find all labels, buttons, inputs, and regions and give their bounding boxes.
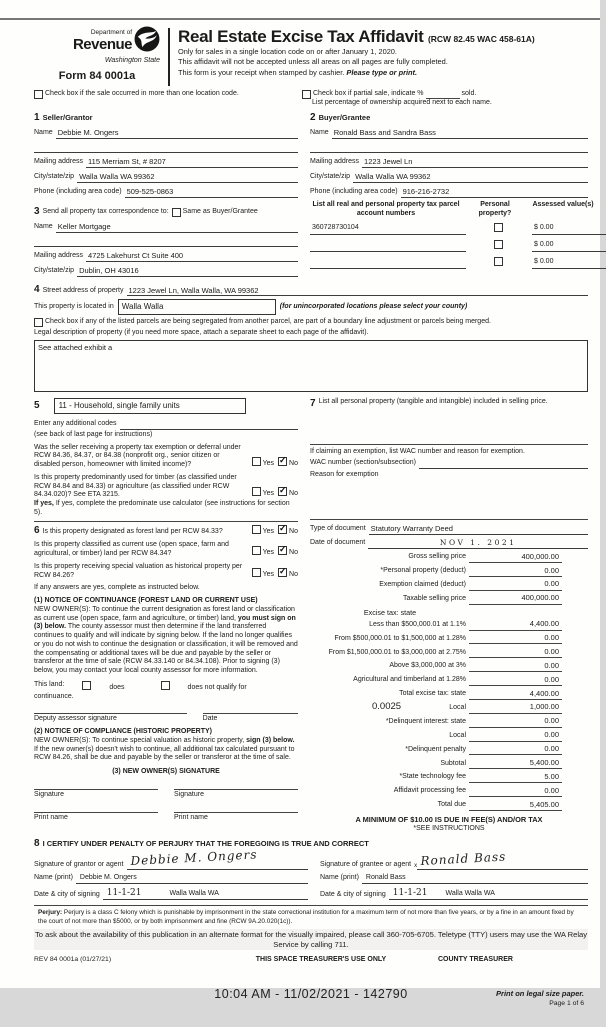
top-checkboxes — [34, 90, 588, 108]
partial-sale-label: Check box if partial sale, indicate % — [313, 90, 424, 98]
parcel-number-field[interactable] — [310, 259, 466, 269]
historic-property-answer: Yes ✓ No — [248, 568, 298, 581]
buyer-address-field[interactable]: 1223 Jewel Ln — [362, 157, 588, 168]
yes-checkbox[interactable] — [252, 487, 261, 496]
logo-revenue-text: Revenue — [72, 36, 132, 54]
fin-value: 0.00 — [495, 579, 562, 590]
multi-location-label: Check box if the sale occurred in more than one location code. — [45, 90, 239, 97]
certify-statement: I CERTIFY UNDER PENALTY OF PERJURY THAT THE FOREGOING IS TRUE AND CORRECT — [42, 839, 369, 849]
no-checkbox-checked[interactable] — [278, 525, 287, 534]
section-2-title: Buyer/Grantee — [318, 112, 371, 122]
exemption-deferral-question: Was the seller receiving a property tax exemption or deferral under RCW 84.36, 84.37, or 84.38 (nonprofit org., senior citizen or disabled person, homeowner with limited income)? — [34, 443, 241, 469]
buyer-city-field[interactable]: Walla Walla WA 99362 — [353, 172, 588, 183]
grantee-signature-field[interactable]: Ronald Bass — [417, 854, 588, 870]
no-checkbox-checked[interactable] — [278, 457, 287, 466]
predominate-use-note: If yes, If yes, complete the predominate use calculator (see instructions for section 5). — [34, 500, 290, 516]
land-use-code-field[interactable]: 11 - Household, single family units — [54, 398, 246, 414]
exemption-deferral-answer: Yes ✓ No — [248, 457, 298, 470]
section-1-title: Seller/Grantor — [42, 112, 93, 122]
cashier-timestamp: 10:04 AM - 11/02/2021 - 142790 — [214, 986, 408, 1001]
grantor-sig-label: Signature of grantor or agent — [34, 860, 124, 868]
fin-label: Exemption claimed (deduct) — [379, 581, 466, 588]
divider — [310, 444, 588, 445]
county-note: (for unincorporated locations please select your county) — [279, 303, 468, 310]
footer-divider — [34, 905, 588, 906]
grantee-name-print-label: Name (print) — [320, 874, 359, 882]
historic-property-question: Is this property receiving special valuation as historical property per RCW 84.26? — [34, 562, 243, 579]
title-rcw-ref: (RCW 82.45 WAC 458-61A) — [427, 34, 535, 44]
fin-value: 5,405.00 — [495, 800, 562, 811]
doc-type-label: Type of document — [310, 525, 366, 532]
footer-row — [34, 956, 588, 965]
fin-value: 0.00 — [495, 730, 562, 741]
partial-sale-sold-label: sold. — [461, 90, 477, 98]
street-address-label: Street address of property — [42, 286, 124, 294]
seller-address-label: Mailing address — [34, 158, 84, 166]
page-title: Real Estate Excise Tax Affidavit (RCW 82.45 WAC 458-61A) — [178, 27, 535, 46]
fin-value: 0.00 — [495, 716, 562, 727]
notice-3-title: (3) NEW OWNER(S) SIGNATURE — [112, 768, 220, 776]
continuance-label: continuance. — [34, 692, 74, 700]
grantor-signature-field[interactable]: Debbie M. Ongers — [127, 854, 308, 870]
doc-date-field[interactable]: NOV 1. 2021 — [368, 538, 588, 549]
corr-city-field[interactable]: Dublin, OH 43016 — [77, 266, 298, 277]
does-checkbox[interactable] — [82, 681, 91, 690]
treasurer-space-label: THIS SPACE TREASURER'S USE ONLY — [255, 956, 387, 963]
excise-tax-table — [310, 552, 588, 834]
exemption-intro: If claiming an exemption, list WAC number and reason for exemption. — [310, 447, 525, 455]
section-5 — [34, 398, 298, 518]
fin-value: 5,400.00 — [495, 758, 562, 769]
fin-value: 0.00 — [495, 786, 562, 797]
county-treasurer-label: COUNTY TREASURER — [438, 956, 513, 963]
no-checkbox-checked[interactable] — [278, 568, 287, 577]
fin-value: 0.00 — [495, 647, 562, 658]
deputy-date-label: Date — [202, 715, 218, 723]
fin-label: *State technology fee — [399, 773, 466, 781]
excise-tax-state-heading: Excise tax: state — [363, 607, 417, 617]
fin-label: Gross selling price — [408, 553, 466, 561]
deputy-signature-label: Deputy assessor signature — [34, 715, 117, 723]
fin-value: 0.00 — [495, 633, 562, 644]
buyer-name-label: Name — [310, 129, 329, 137]
legal-description-label: Legal description of property (if you need more space, attach a separate sheet to each page of the affidavit). — [34, 329, 369, 337]
section-7-number: 7 — [310, 398, 316, 410]
ownership-percent-note: List percentage of ownership acquired next to each name. — [312, 99, 492, 106]
seller-name-field[interactable]: Debbie M. Ongers — [56, 128, 298, 139]
section-6 — [34, 525, 298, 823]
stamp-band — [34, 987, 588, 1027]
timber-agriculture-answer: Yes ✓ No — [248, 487, 298, 500]
county-select[interactable]: Walla Walla — [118, 299, 276, 315]
fin-label: Total excise tax: state — [399, 690, 466, 698]
fin-label: Taxable selling price — [402, 594, 466, 602]
section-3-title: Send all property tax correspondence to: — [42, 207, 169, 215]
fin-value: 1,000.00 — [495, 702, 562, 713]
reason-exemption-field[interactable] — [310, 480, 588, 516]
seller-city-label: City/state/zip — [34, 173, 75, 181]
section-4-property — [34, 284, 588, 392]
forest-land-question: 6 Is this property designated as forest land per RCW 84.33? — [34, 524, 223, 536]
parcel-table — [310, 200, 594, 269]
section-3-correspondence — [34, 206, 298, 277]
fin-label: From $500,000.01 to $1,500,000 at 1.28% — [334, 634, 466, 642]
perjury-statement: Perjury: Perjury is a class C felony which is punishable by imprisonment in the state correctional institution for a maximum term of not more than five years, or by a fine in an amount fixed by the court of not more than $5000, or by both imprisonment and fine (RCW 9A.20.020(1c)). — [38, 909, 574, 925]
page-indicator: Page 1 of 6 — [549, 1000, 584, 1008]
assessed-value-field[interactable]: $ 0.00 — [532, 224, 606, 235]
fin-label: From $1,500,000.01 to $3,000,000 at 2.75% — [328, 648, 466, 656]
section-8-certification — [34, 838, 588, 901]
timber-agriculture-question: Is this property predominantly used for timber (as classified under RCW 84.84 and 84.33) or agriculture (as classified under RCW 84.34.020)? See ETA 3215. — [34, 473, 237, 499]
assessed-value-header: Assessed value(s) — [532, 200, 594, 208]
fin-label: Affidavit processing fee — [393, 787, 466, 795]
print-legal-note: Print on legal size paper. — [496, 988, 584, 998]
same-as-buyer-label: Same as Buyer/Grantee — [182, 207, 258, 215]
does-not-checkbox[interactable] — [161, 681, 170, 690]
notice-1-title: (1) NOTICE OF CONTINUANCE (FOREST LAND OR CURRENT USE) — [34, 597, 258, 605]
fin-label: *Delinquent interest: state — [385, 717, 466, 725]
assessed-value-field[interactable]: $ 0.00 — [532, 241, 606, 252]
personal-property-header: Personal property? — [478, 200, 512, 217]
print-name-label: Print name — [34, 813, 68, 821]
personal-property-intro: List all personal property (tangible and intangible) included in selling price. — [318, 398, 548, 406]
seller-city-field[interactable]: Walla Walla WA 99362 — [77, 172, 298, 183]
rev-number: REV 84 0001a (01/27/21) — [34, 956, 112, 963]
personal-property-field[interactable] — [310, 411, 588, 441]
reason-exemption-label: Reason for exemption — [310, 471, 379, 479]
no-checkbox-checked[interactable] — [278, 487, 287, 496]
current-use-question: Is this property classified as current use (open space, farm and agricultural, or timber) land per RCW 84.34? — [34, 541, 229, 558]
grantor-name-print-label: Name (print) — [34, 874, 73, 882]
grantor-name-print-field[interactable]: Debbie M. Ongers — [76, 874, 308, 884]
corr-name-field[interactable]: Keller Mortgage — [56, 222, 298, 233]
alternate-format-note: To ask about the availability of this publication in an alternate format for the visually impaired, please call 360-705-6705. Teletype (TTY) users may use the WA Relay Service by calling 711. — [34, 930, 588, 949]
grantee-sig-label: Signature of grantee or agent — [320, 860, 412, 868]
partial-sale-checkbox[interactable] — [302, 90, 311, 99]
fin-value: 400,000.00 — [495, 552, 562, 563]
parcel-row — [310, 257, 588, 269]
multi-location-checkbox[interactable] — [34, 90, 43, 99]
buyer-address-label: Mailing address — [310, 158, 360, 166]
seller-phone-field[interactable]: 509-525-0863 — [125, 187, 298, 198]
grantor-date-city-label: Date & city of signing — [34, 890, 100, 898]
seller-address-field[interactable]: 115 Merriam St, # 8207 — [86, 157, 298, 168]
doc-type-field[interactable]: Statutory Warranty Deed — [369, 524, 588, 535]
fin-value: 0.00 — [495, 661, 562, 672]
signature-label: Signature — [174, 790, 204, 798]
section-4-number: 4 — [34, 283, 40, 295]
additional-codes-field[interactable] — [120, 420, 299, 430]
fin-label: Local — [449, 704, 466, 711]
see-instructions-note: *SEE INSTRUCTIONS — [413, 825, 485, 833]
grantee-date-city-field[interactable]: 11-1-21 Walla Walla WA — [389, 888, 588, 900]
print-name-label: Print name — [174, 813, 208, 821]
corr-city-label: City/state/zip — [34, 267, 75, 275]
fin-label: Local — [449, 731, 466, 739]
header-line3: This form is your receipt when stamped by cashier. Please type or print. — [178, 68, 418, 77]
parcel-row — [310, 223, 588, 235]
personal-property-checkbox[interactable] — [494, 240, 503, 249]
yes-checkbox[interactable] — [252, 525, 261, 534]
forest-land-answer: Yes ✓ No — [248, 525, 298, 538]
personal-property-checkbox[interactable] — [494, 223, 503, 232]
located-in-label: This property is located in — [34, 303, 114, 310]
see-back-note: (see back of last page for instructions) — [34, 430, 153, 438]
buyer-name-field-2[interactable] — [310, 142, 588, 153]
section-7 — [310, 398, 588, 549]
legal-description-field[interactable]: See attached exhibit a — [34, 340, 588, 392]
corr-address-label: Mailing address — [34, 252, 84, 260]
grantee-name-print-field[interactable]: Ronald Bass — [362, 874, 588, 884]
section-divider — [34, 521, 298, 522]
doc-date-label: Date of document — [310, 538, 366, 546]
does-not-option: does not qualify for — [161, 681, 265, 693]
segregated-label: Check box if any of the listed parcels are being segregated from another parcel, are part of a boundary line adjustment or parcels being merged. — [45, 318, 491, 326]
does-option: does — [82, 681, 142, 693]
notice-2-title: (2) NOTICE OF COMPLIANCE (HISTORIC PROPERTY) — [34, 728, 212, 736]
header-line2: This affidavit will not be accepted unless all areas on all pages are fully completed. — [178, 57, 448, 67]
sign-here-x: x — [414, 862, 418, 869]
fin-label: *Personal property (deduct) — [380, 567, 466, 575]
section-3-number: 3 — [34, 205, 40, 217]
wac-number-label: WAC number (section/subsection) — [310, 459, 416, 467]
no-checkbox-checked[interactable] — [278, 546, 287, 555]
seller-name-field-2[interactable] — [34, 142, 298, 153]
fin-label: Total due — [437, 801, 466, 809]
seller-phone-label: Phone (including area code) — [34, 188, 122, 195]
grantee-date-city-label: Date & city of signing — [320, 890, 386, 898]
logo-state-text: Washington State — [104, 56, 160, 64]
parcel-number-field[interactable] — [310, 242, 466, 252]
buyer-city-label: City/state/zip — [310, 173, 351, 181]
notice-1-body: NEW OWNER(S): To continue the current designation as forest land or classification as current use (open space, farm and agriculture, or timber) land, you must sign on (3) below. The county assessor must then determine if the land transferred continues to qualify and will indicate by signing below. If the land no longer qualifies or you do not wish to continue the designation or classification, it will be removed and the compensating or additional taxes will be due and payable by the seller or transferor at the time of sale (RCW 84.33.140 or 84.34.108). Prior to signing (3) below, you may contact your local county assessor for more information. — [34, 605, 298, 675]
street-address-field[interactable]: 1223 Jewel Ln, Walla Walla, WA 99362 — [127, 286, 589, 297]
signature-label: Signature — [34, 790, 64, 798]
section-2-number: 2 — [310, 111, 316, 123]
fin-label: Less than $500,000.01 at 1.1% — [369, 620, 466, 628]
segregated-checkbox[interactable] — [34, 318, 43, 327]
section-1-number: 1 — [34, 111, 40, 123]
notice-2-body: NEW OWNER(S): To continue special valuation as historic property, sign (3) below. If the new owner(s) doesn't wish to continue, all additional tax calculated pursuant to RCW 84.26, shall be due and payable by the seller or transferor at the time of sale. — [34, 736, 295, 762]
local-rate: 0.0025 — [372, 700, 402, 712]
same-as-buyer-checkbox[interactable] — [172, 208, 181, 217]
fin-value: 0.00 — [495, 744, 562, 755]
this-land-label: This land: — [34, 680, 65, 688]
divider — [310, 519, 588, 520]
grantor-date-city-field[interactable]: 11-1-21 Walla Walla WA — [103, 888, 308, 900]
fin-value: 4,400.00 — [495, 689, 562, 700]
yes-checkbox[interactable] — [252, 457, 261, 466]
parcel-number-field[interactable]: 360728730104 — [310, 224, 466, 235]
buyer-phone-field[interactable]: 916-216-2732 — [401, 187, 588, 198]
if-any-yes-note: If any answers are yes, complete as instructed below. — [34, 584, 200, 592]
section-1-seller — [34, 112, 298, 198]
fin-value: 0.00 — [495, 675, 562, 686]
parcel-row — [310, 240, 588, 252]
yes-checkbox[interactable] — [252, 546, 261, 555]
form-number: Form 84 0001a — [58, 69, 136, 82]
personal-property-checkbox[interactable] — [494, 257, 503, 266]
wac-number-field[interactable] — [419, 460, 588, 470]
fin-value: 4,400.00 — [495, 619, 562, 630]
corr-name-field-2[interactable] — [34, 236, 298, 247]
logo-dept-text: Department of — [90, 29, 132, 37]
yes-checkbox[interactable] — [252, 568, 261, 577]
header-divider — [168, 28, 170, 86]
section-2-buyer — [310, 112, 588, 198]
form-header — [34, 26, 588, 86]
buyer-phone-label: Phone (including area code) — [310, 188, 398, 195]
fin-label: Agricultural and timberland at 1.28% — [353, 676, 466, 684]
buyer-name-field[interactable]: Ronald Bass and Sandra Bass — [332, 128, 588, 139]
seller-name-label: Name — [34, 129, 53, 137]
fin-value: 0.00 — [495, 566, 562, 577]
land-qualify-row — [34, 681, 298, 693]
fin-value: 400,000.00 — [495, 593, 562, 604]
section-8-number: 8 — [34, 837, 40, 849]
fin-label: Subtotal — [440, 759, 466, 767]
assessed-value-field[interactable]: $ 0.00 — [532, 258, 606, 269]
fin-label: Above $3,000,000 at 3% — [389, 662, 466, 670]
corr-address-field[interactable]: 4725 Lakehurst Ct Suite 400 — [86, 251, 298, 262]
dor-logo — [34, 26, 160, 83]
parcel-numbers-header: List all real and personal property tax parcel account numbers — [312, 200, 460, 217]
minimum-due-note: A MINIMUM OF $10.00 IS DUE IN FEE(S) AND/OR TAX — [355, 814, 543, 824]
fin-value: 5.00 — [495, 772, 562, 783]
additional-codes-label: Enter any additional codes — [34, 420, 117, 428]
header-line1: Only for sales in a single location code on or after January 1, 2020. — [178, 46, 397, 56]
dor-swirl-icon — [134, 26, 160, 56]
fin-label: *Delinquent penalty — [405, 745, 466, 753]
corr-name-label: Name — [34, 223, 53, 231]
section-5-number: 5 — [34, 399, 40, 411]
current-use-answer: Yes ✓ No — [248, 546, 298, 559]
